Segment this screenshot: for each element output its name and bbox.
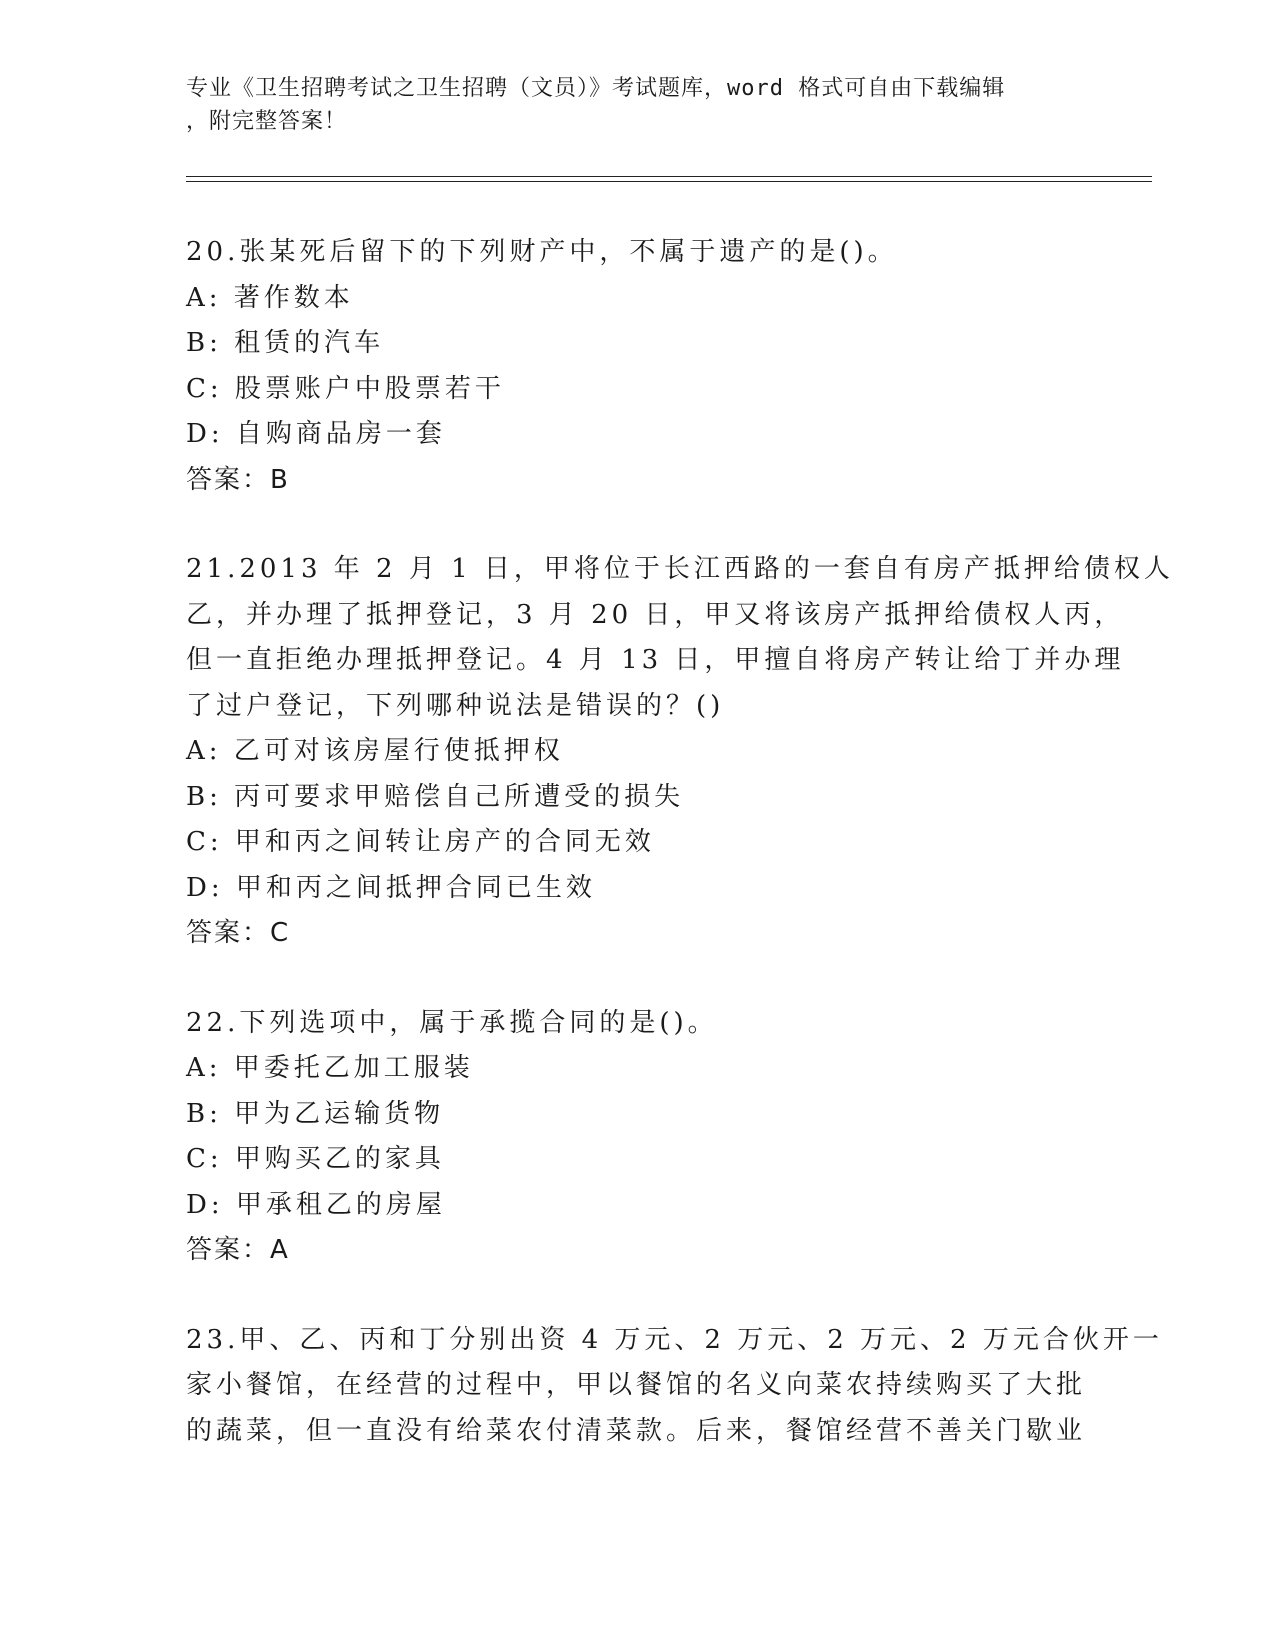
option-c: C: 股票账户中股票若干 (186, 373, 505, 404)
header-line-1: 专业《卫生招聘考试之卫生招聘（文员）》考试题库，word 格式可自由下载编辑 (186, 76, 1006, 101)
option-b: B: 甲为乙运输货物 (186, 1098, 445, 1129)
question-23 (186, 1318, 1163, 1455)
question-text: 家小餐馆，在经营的过程中，甲以餐馆的名义向菜农持续购买了大批 (186, 1370, 1087, 1400)
answer-label: 答案：B (186, 464, 290, 495)
question-text: 了过户登记，下列哪种说法是错误的？() (186, 690, 725, 721)
option-b: B: 租赁的汽车 (186, 328, 385, 358)
answer-label: 答案：C (186, 918, 291, 948)
option-d: D: 甲和丙之间抵押合同已生效 (186, 872, 596, 903)
header-line-2: ，附完整答案！ (186, 109, 348, 134)
header-divider-bottom (186, 181, 1152, 182)
question-list (186, 230, 1174, 1498)
option-b: B: 丙可要求甲赔偿自己所遭受的损失 (186, 781, 685, 812)
document-header (186, 72, 1086, 138)
question-text: 的蔬菜，但一直没有给菜农付清菜款。后来，餐馆经营不善关门歇业 (186, 1415, 1087, 1446)
option-c: C: 甲购买乙的家具 (186, 1144, 445, 1174)
answer-label: 答案：A (186, 1235, 290, 1265)
option-d: D: 甲承租乙的房屋 (186, 1189, 446, 1220)
question-20 (186, 230, 1126, 503)
question-text: 乙，并办理了抵押登记，3 月 20 日，甲又将该房产抵押给债权人丙， (186, 599, 1125, 630)
option-c: C: 甲和丙之间转让房产的合同无效 (186, 827, 655, 857)
question-text: 但一直拒绝办理抵押登记。4 月 13 日，甲擅自将房产转让给丁并办理 (186, 645, 1125, 675)
question-21 (186, 547, 1174, 957)
option-d: D: 自购商品房一套 (186, 419, 446, 449)
option-a: A: 甲委托乙加工服装 (186, 1053, 474, 1083)
question-text: 22.下列选项中，属于承揽合同的是()。 (186, 1007, 718, 1038)
option-a: A: 乙可对该房屋行使抵押权 (186, 736, 564, 766)
header-divider-top (186, 176, 1152, 177)
question-text: 20.张某死后留下的下列财产中，不属于遗产的是()。 (186, 237, 898, 267)
question-text: 23.甲、乙、丙和丁分别出资 4 万元、2 万元、2 万元、2 万元合伙开一 (186, 1324, 1163, 1355)
question-22 (186, 1001, 1126, 1274)
option-a: A: 著作数本 (186, 282, 354, 313)
question-text: 21.2013 年 2 月 1 日，甲将位于长江西路的一套自有房产抵押给债权人 (186, 554, 1174, 584)
